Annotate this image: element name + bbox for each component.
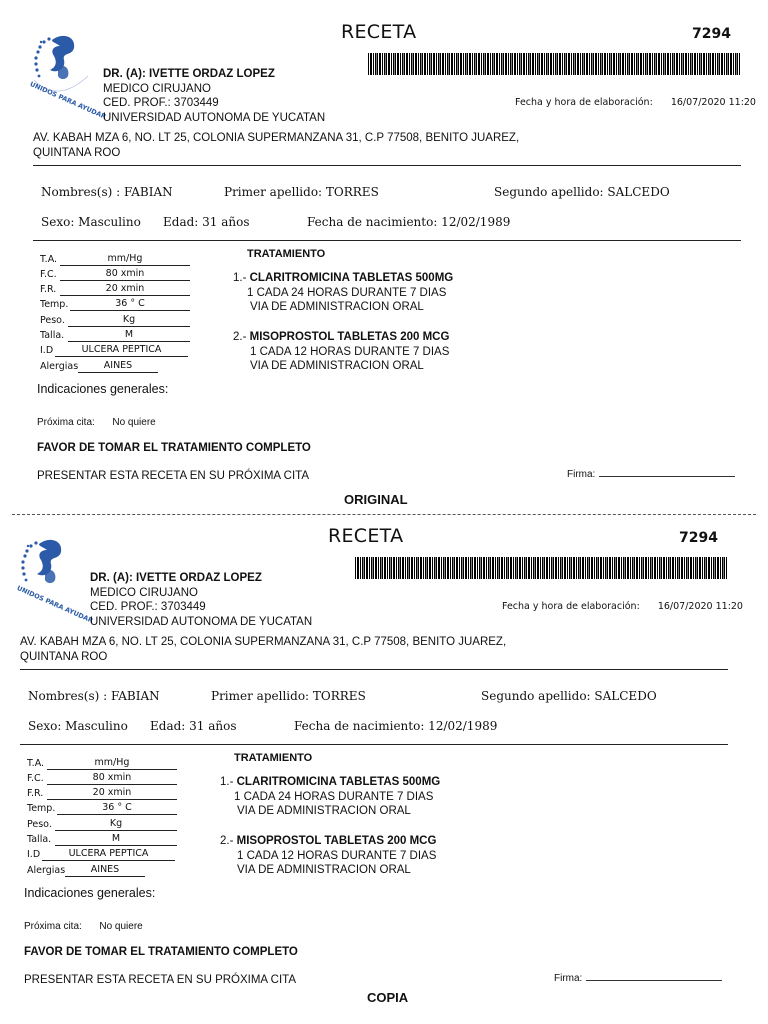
fecha-elaboracion [515,97,756,108]
doctor-block [90,571,312,629]
patient-edad: Edad: 31 años [150,719,237,733]
vital-label: T.A. [27,758,45,769]
vital-value: mm/Hg [47,757,177,770]
vital-value: ULCERA PEPTICA [42,848,175,861]
doctor-university: UNIVERSIDAD AUTONOMA DE YUCATAN [103,111,326,124]
vital-value: M [68,329,190,342]
vital-value: Kg [55,818,177,831]
proxima-cita [24,921,143,932]
logo-text: UNIDOS PARA AYUDAR [15,584,95,625]
copy-stamp: COPIA [367,990,409,1005]
vital-label: T.A. [40,254,58,265]
treatment-item [220,834,436,878]
vital-label: F.C. [27,773,44,784]
patient-nombres: Nombres(s) : FABIAN [41,185,173,199]
foundation-logo [28,30,108,121]
fecha-label: Fecha y hora de elaboración: [502,601,640,612]
vital-value: Kg [68,314,190,327]
vital-label: Talla. [27,834,52,845]
signature-line [586,971,722,981]
receta-title: RECETA [328,525,404,547]
barcode [355,557,727,579]
patient-segundo-apellido: Segundo apellido: SALCEDO [481,689,657,703]
drug-name: MISOPROSTOL TABLETAS 200 MCG [249,331,450,343]
firma [567,467,735,480]
vital-value: 36 ° C [70,298,190,311]
address-line-1: AV. KABAH MZA 6, NO. LT 25, COLONIA SUPERMANZANA 31, C.P 77508, BENITO JUAREZ, [20,636,507,648]
vital-label: I.D [27,849,41,860]
folio-number: 7294 [692,26,731,42]
drug-dose: 1 CADA 24 HORAS DURANTE 7 DIAS [234,790,434,803]
address-line-1: AV. KABAH MZA 6, NO. LT 25, COLONIA SUPERMANZANA 31, C.P 77508, BENITO JUAREZ, [33,132,520,144]
vital-value: 80 xmin [60,268,190,281]
vital-label: Temp. [40,299,69,310]
vital-label: Peso. [27,819,52,830]
drug-route: VIA DE ADMINISTRACION ORAL [250,301,424,313]
patient-nacimiento: Fecha de nacimiento: 12/02/1989 [307,215,511,229]
patient-primer-apellido: Primer apellido: TORRES [224,185,379,199]
firma-label: Firma: [554,973,583,984]
patient-primer-apellido: Primer apellido: TORRES [211,689,366,703]
divider [33,240,741,241]
divider [20,669,728,670]
logo-text: UNIDOS PARA AYUDAR [28,80,108,121]
vital-label: I.D [40,345,54,356]
vital-label: Alergias [27,865,66,876]
proxima-value: No quiere [112,417,156,428]
doctor-specialty: MEDICO CIRUJANO [103,82,211,95]
vital-value: ULCERA PEPTICA [55,344,188,357]
indicaciones-generales: Indicaciones generales: [37,382,169,396]
doctor-cedula: CED. PROF.: 3703449 [90,601,206,613]
proxima-value: No quiere [99,921,143,932]
vital-value: AINES [65,864,145,877]
treatment-num: 2.- [233,331,247,343]
vital-value: M [55,833,177,846]
vital-label: Alergias [40,361,79,372]
receta-title: RECETA [341,21,417,43]
indicaciones-generales: Indicaciones generales: [24,886,156,900]
folio-number: 7294 [679,530,718,546]
drug-dose: 1 CADA 12 HORAS DURANTE 7 DIAS [237,849,437,862]
firma [554,971,722,984]
doctor-name: DR. (A): IVETTE ORDAZ LOPEZ [90,572,262,584]
patient-segundo-apellido: Segundo apellido: SALCEDO [494,185,670,199]
prescription-original [0,0,768,505]
signature-line [599,467,735,477]
divider [20,744,728,745]
treatment-num: 2.- [220,835,234,847]
patient-edad: Edad: 31 años [163,215,250,229]
copy-stamp: ORIGINAL [344,492,408,507]
presentar-receta: PRESENTAR ESTA RECETA EN SU PRÓXIMA CITA [37,470,310,482]
treatment-item [233,271,453,315]
treatment-heading: TRATAMIENTO [234,752,313,764]
divider [33,165,741,166]
vital-value: 20 xmin [47,787,177,800]
proxima-cita [37,417,156,428]
vital-label: F.R. [27,788,44,799]
vital-value: 20 xmin [60,283,190,296]
treatment-num: 1.- [233,272,247,284]
vital-label: F.R. [40,284,57,295]
treatment-num: 1.- [220,776,234,788]
doctor-cedula: CED. PROF.: 3703449 [103,97,219,109]
drug-route: VIA DE ADMINISTRACION ORAL [237,805,411,817]
patient-sexo: Sexo: Masculino [28,719,128,733]
doctor-university: UNIVERSIDAD AUTONOMA DE YUCATAN [90,615,313,628]
fecha-elaboracion [502,601,743,612]
prescription-copy [0,504,768,1009]
barcode [368,53,740,75]
treatment-item [220,775,440,819]
fecha-value: 16/07/2020 11:20 [657,601,743,612]
patient-nacimiento: Fecha de nacimiento: 12/02/1989 [294,719,498,733]
vital-value: 80 xmin [47,772,177,785]
vital-value: mm/Hg [60,253,190,266]
vital-label: Peso. [40,315,65,326]
drug-name: MISOPROSTOL TABLETAS 200 MCG [236,835,437,847]
address-line-2: QUINTANA ROO [20,651,108,663]
vital-value: 36 ° C [57,802,177,815]
vital-value: AINES [78,360,158,373]
treatment-item [233,330,449,374]
favor-tomar: FAVOR DE TOMAR EL TRATAMIENTO COMPLETO [37,442,311,454]
vital-label: F.C. [40,269,57,280]
clinic-address [20,635,506,665]
treatment-heading: TRATAMIENTO [247,248,326,260]
drug-dose: 1 CADA 12 HORAS DURANTE 7 DIAS [250,345,450,358]
proxima-label: Próxima cita: [37,417,95,428]
foundation-logo [15,534,95,625]
drug-name: CLARITROMICINA TABLETAS 500MG [236,776,441,788]
address-line-2: QUINTANA ROO [33,147,121,159]
proxima-label: Próxima cita: [24,921,82,932]
drug-route: VIA DE ADMINISTRACION ORAL [250,360,424,372]
fecha-value: 16/07/2020 11:20 [670,97,756,108]
clinic-address [33,131,519,161]
patient-nombres: Nombres(s) : FABIAN [28,689,160,703]
fecha-label: Fecha y hora de elaboración: [515,97,653,108]
drug-route: VIA DE ADMINISTRACION ORAL [237,864,411,876]
drug-name: CLARITROMICINA TABLETAS 500MG [249,272,454,284]
firma-label: Firma: [567,469,596,480]
drug-dose: 1 CADA 24 HORAS DURANTE 7 DIAS [247,286,447,299]
doctor-block [103,67,325,125]
vital-label: Temp. [27,803,56,814]
presentar-receta: PRESENTAR ESTA RECETA EN SU PRÓXIMA CITA [24,974,297,986]
doctor-specialty: MEDICO CIRUJANO [90,586,198,599]
vital-label: Talla. [40,330,65,341]
favor-tomar: FAVOR DE TOMAR EL TRATAMIENTO COMPLETO [24,946,298,958]
patient-sexo: Sexo: Masculino [41,215,141,229]
doctor-name: DR. (A): IVETTE ORDAZ LOPEZ [103,68,275,80]
